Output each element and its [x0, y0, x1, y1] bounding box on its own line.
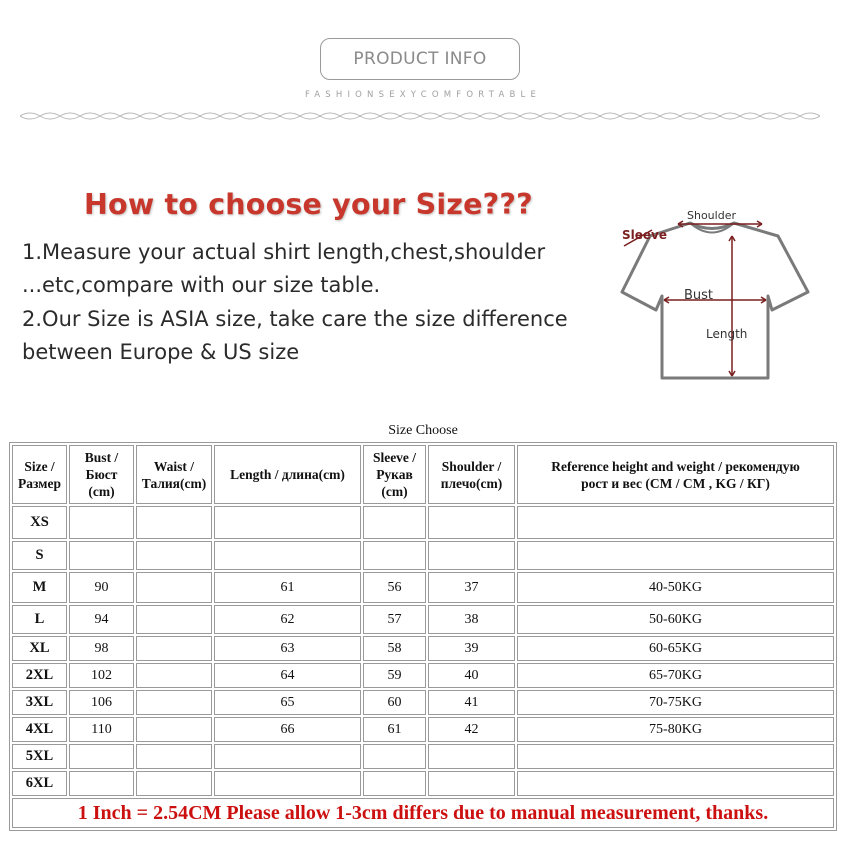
cell-size: M — [12, 572, 67, 603]
cell-length — [214, 771, 361, 796]
cell-waist — [136, 636, 212, 661]
cell-sleeve: 59 — [363, 663, 426, 688]
cell-length — [214, 541, 361, 570]
cell-length: 61 — [214, 572, 361, 603]
cell-ref: 75-80KG — [517, 717, 834, 742]
cell-ref — [517, 744, 834, 769]
header-shoulder: Shoulder / плечо(cm) — [428, 445, 515, 504]
cell-shoulder: 40 — [428, 663, 515, 688]
header-sleeve: Sleeve / Рукав (cm) — [363, 445, 426, 504]
cell-length — [214, 506, 361, 539]
cell-ref — [517, 771, 834, 796]
cell-shoulder: 37 — [428, 572, 515, 603]
cell-bust — [69, 541, 134, 570]
cell-bust: 94 — [69, 605, 134, 634]
header-bust: Bust / Бюст (cm) — [69, 445, 134, 504]
cell-bust: 102 — [69, 663, 134, 688]
cell-ref: 40-50KG — [517, 572, 834, 603]
cell-shoulder — [428, 506, 515, 539]
cell-sleeve — [363, 744, 426, 769]
table-row — [12, 506, 834, 539]
product-info-badge — [320, 38, 520, 80]
tshirt-diagram — [612, 200, 812, 385]
cell-sleeve — [363, 506, 426, 539]
cell-shoulder — [428, 541, 515, 570]
header-waist: Waist / Талия(cm) — [136, 445, 212, 504]
header-length: Length / длина(cm) — [214, 445, 361, 504]
cell-ref: 50-60KG — [517, 605, 834, 634]
sleeve-label: Sleeve — [622, 228, 667, 242]
cell-bust: 110 — [69, 717, 134, 742]
cell-waist — [136, 605, 212, 634]
table-row — [12, 771, 834, 796]
cell-shoulder: 41 — [428, 690, 515, 715]
cell-length: 64 — [214, 663, 361, 688]
cell-size: XS — [12, 506, 67, 539]
cell-length — [214, 744, 361, 769]
cell-waist — [136, 771, 212, 796]
table-row — [12, 636, 834, 661]
cell-sleeve: 60 — [363, 690, 426, 715]
measurement-note: 1 Inch = 2.54CM Please allow 1-3cm differs due to manual measurement, thanks. — [12, 798, 834, 828]
cell-length: 65 — [214, 690, 361, 715]
table-row — [12, 690, 834, 715]
cell-size: 3XL — [12, 690, 67, 715]
cell-shoulder: 39 — [428, 636, 515, 661]
cell-size: 4XL — [12, 717, 67, 742]
table-row — [12, 663, 834, 688]
cell-sleeve: 61 — [363, 717, 426, 742]
cell-size: 2XL — [12, 663, 67, 688]
cell-bust: 98 — [69, 636, 134, 661]
cell-waist — [136, 717, 212, 742]
cell-ref: 65-70KG — [517, 663, 834, 688]
howto-line-2b: between Europe & US size — [22, 340, 300, 364]
cell-sleeve: 56 — [363, 572, 426, 603]
cell-waist — [136, 541, 212, 570]
cell-sleeve: 58 — [363, 636, 426, 661]
cell-waist — [136, 506, 212, 539]
cell-ref: 70-75KG — [517, 690, 834, 715]
cell-waist — [136, 744, 212, 769]
cell-ref — [517, 506, 834, 539]
product-info-label: PRODUCT INFO — [353, 49, 487, 69]
howto-title: How to choose your Size??? — [84, 188, 533, 221]
header-reference: Reference height and weight / рекомендую рост и вес (CM / CM , KG / КГ) — [517, 445, 834, 504]
cell-bust — [69, 506, 134, 539]
size-table — [9, 442, 837, 831]
cell-size: XL — [12, 636, 67, 661]
table-row — [12, 541, 834, 570]
table-row — [12, 744, 834, 769]
cell-shoulder: 42 — [428, 717, 515, 742]
cell-length: 66 — [214, 717, 361, 742]
table-row — [12, 717, 834, 742]
cell-shoulder — [428, 771, 515, 796]
cell-bust — [69, 771, 134, 796]
cell-ref — [517, 541, 834, 570]
tagline: FASHIONSEXYCOMFORTABLE — [304, 90, 542, 100]
header-size: Size / Размер — [12, 445, 67, 504]
cell-waist — [136, 663, 212, 688]
cell-ref: 60-65KG — [517, 636, 834, 661]
cell-waist — [136, 690, 212, 715]
cell-bust: 106 — [69, 690, 134, 715]
table-row — [12, 572, 834, 603]
cell-waist — [136, 572, 212, 603]
cell-size: S — [12, 541, 67, 570]
size-table-header-row — [12, 445, 834, 504]
cell-size: 5XL — [12, 744, 67, 769]
cell-length: 63 — [214, 636, 361, 661]
cell-shoulder: 38 — [428, 605, 515, 634]
cell-bust — [69, 744, 134, 769]
cell-size: 6XL — [12, 771, 67, 796]
howto-line-2a: 2.Our Size is ASIA size, take care the size difference — [22, 307, 568, 331]
cell-sleeve — [363, 771, 426, 796]
cell-sleeve — [363, 541, 426, 570]
cell-shoulder — [428, 744, 515, 769]
howto-line-1a: 1.Measure your actual shirt length,chest,shoulder — [22, 240, 546, 264]
table-row — [12, 605, 834, 634]
cell-bust: 90 — [69, 572, 134, 603]
wave-divider — [20, 106, 820, 126]
size-table-footer-row — [12, 798, 834, 828]
cell-size: L — [12, 605, 67, 634]
length-label: Length — [706, 327, 748, 341]
bust-label: Bust — [684, 288, 714, 303]
cell-sleeve: 57 — [363, 605, 426, 634]
shoulder-label: Shoulder — [687, 209, 736, 222]
cell-length: 62 — [214, 605, 361, 634]
size-table-caption: Size Choose — [388, 423, 458, 438]
howto-line-1b: ...etc,compare with our size table. — [22, 273, 381, 297]
